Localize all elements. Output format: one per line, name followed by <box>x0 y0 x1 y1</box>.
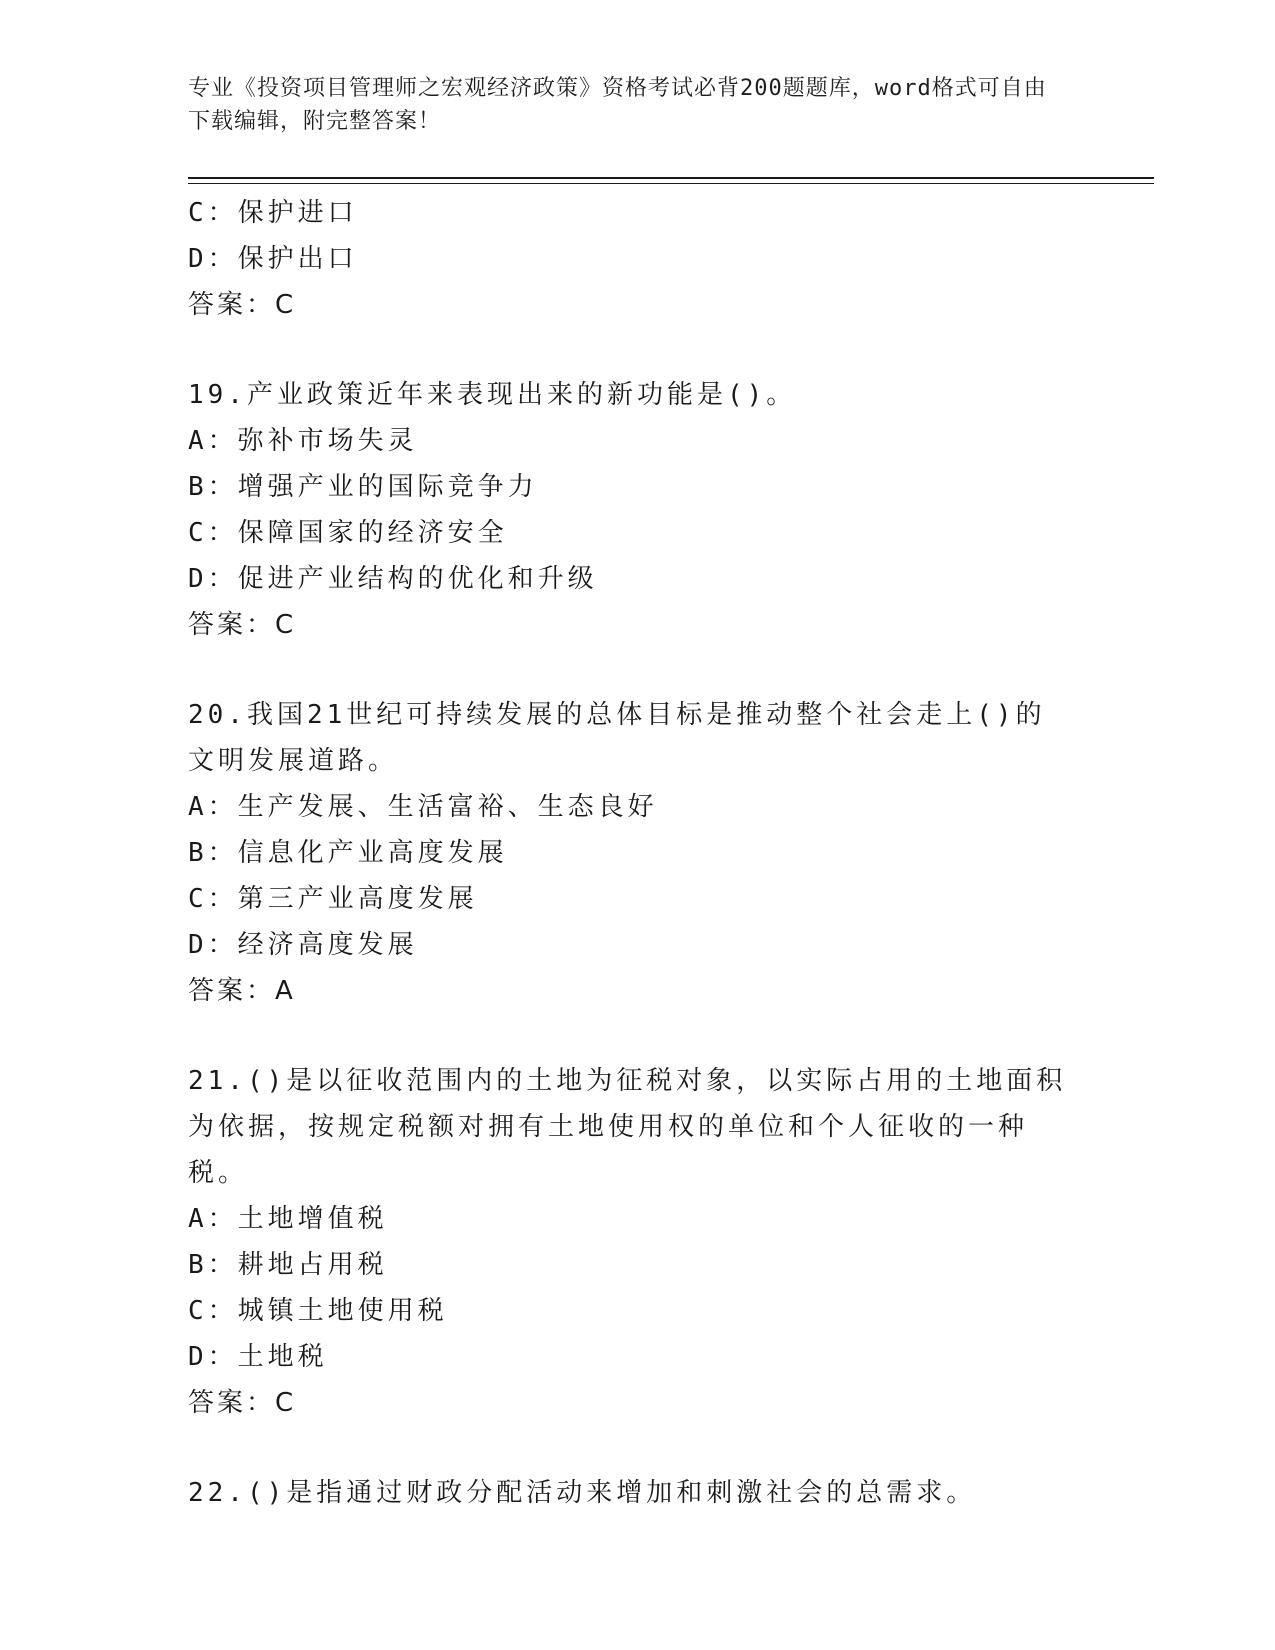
question-content <box>188 190 1088 1516</box>
q18-option-d: D：保护出口 <box>188 244 358 274</box>
q19-answer: 答案：C <box>188 610 297 640</box>
q20-option-d: D：经济高度发展 <box>188 930 418 960</box>
q21-option-a: A：土地增值税 <box>188 1204 388 1234</box>
q19-option-c: C：保障国家的经济安全 <box>188 518 508 548</box>
q20-option-b: B：信息化产业高度发展 <box>188 838 508 868</box>
q19-option-b: B：增强产业的国际竞争力 <box>188 472 538 502</box>
q19-option-a: A：弥补市场失灵 <box>188 426 418 456</box>
q21-option-d: D：土地税 <box>188 1342 328 1372</box>
q21-option-b: B：耕地占用税 <box>188 1250 388 1280</box>
q19-option-d: D：促进产业结构的优化和升级 <box>188 564 598 594</box>
q20-option-c: C：第三产业高度发展 <box>188 884 478 914</box>
q20-option-a: A：生产发展、生活富裕、生态良好 <box>188 792 658 822</box>
q22-stem: 22.()是指通过财政分配活动来增加和刺激社会的总需求。 <box>188 1478 977 1508</box>
q21-stem: 21.()是以征收范围内的土地为征税对象，以实际占用的土地面积为依据，按规定税额对拥有土地使用权的单位和个人征收的一种税。 <box>188 1066 1067 1188</box>
q18-option-c: C：保护进口 <box>188 198 358 228</box>
q20-answer: 答案：A <box>188 976 296 1006</box>
document-header: 专业《投资项目管理师之宏观经济政策》资格考试必背200题题库，word格式可自由下载编辑，附完整答案！ <box>188 76 1047 134</box>
q19-stem: 19.产业政策近年来表现出来的新功能是()。 <box>188 380 797 410</box>
q21-answer: 答案：C <box>188 1388 297 1418</box>
header-divider-thick <box>188 177 1154 179</box>
header-divider-thin <box>188 183 1154 184</box>
q21-option-c: C：城镇土地使用税 <box>188 1296 448 1326</box>
q20-stem: 20.我国21世纪可持续发展的总体目标是推动整个社会走上()的文明发展道路。 <box>188 700 1046 776</box>
q18-answer: 答案：C <box>188 290 297 320</box>
